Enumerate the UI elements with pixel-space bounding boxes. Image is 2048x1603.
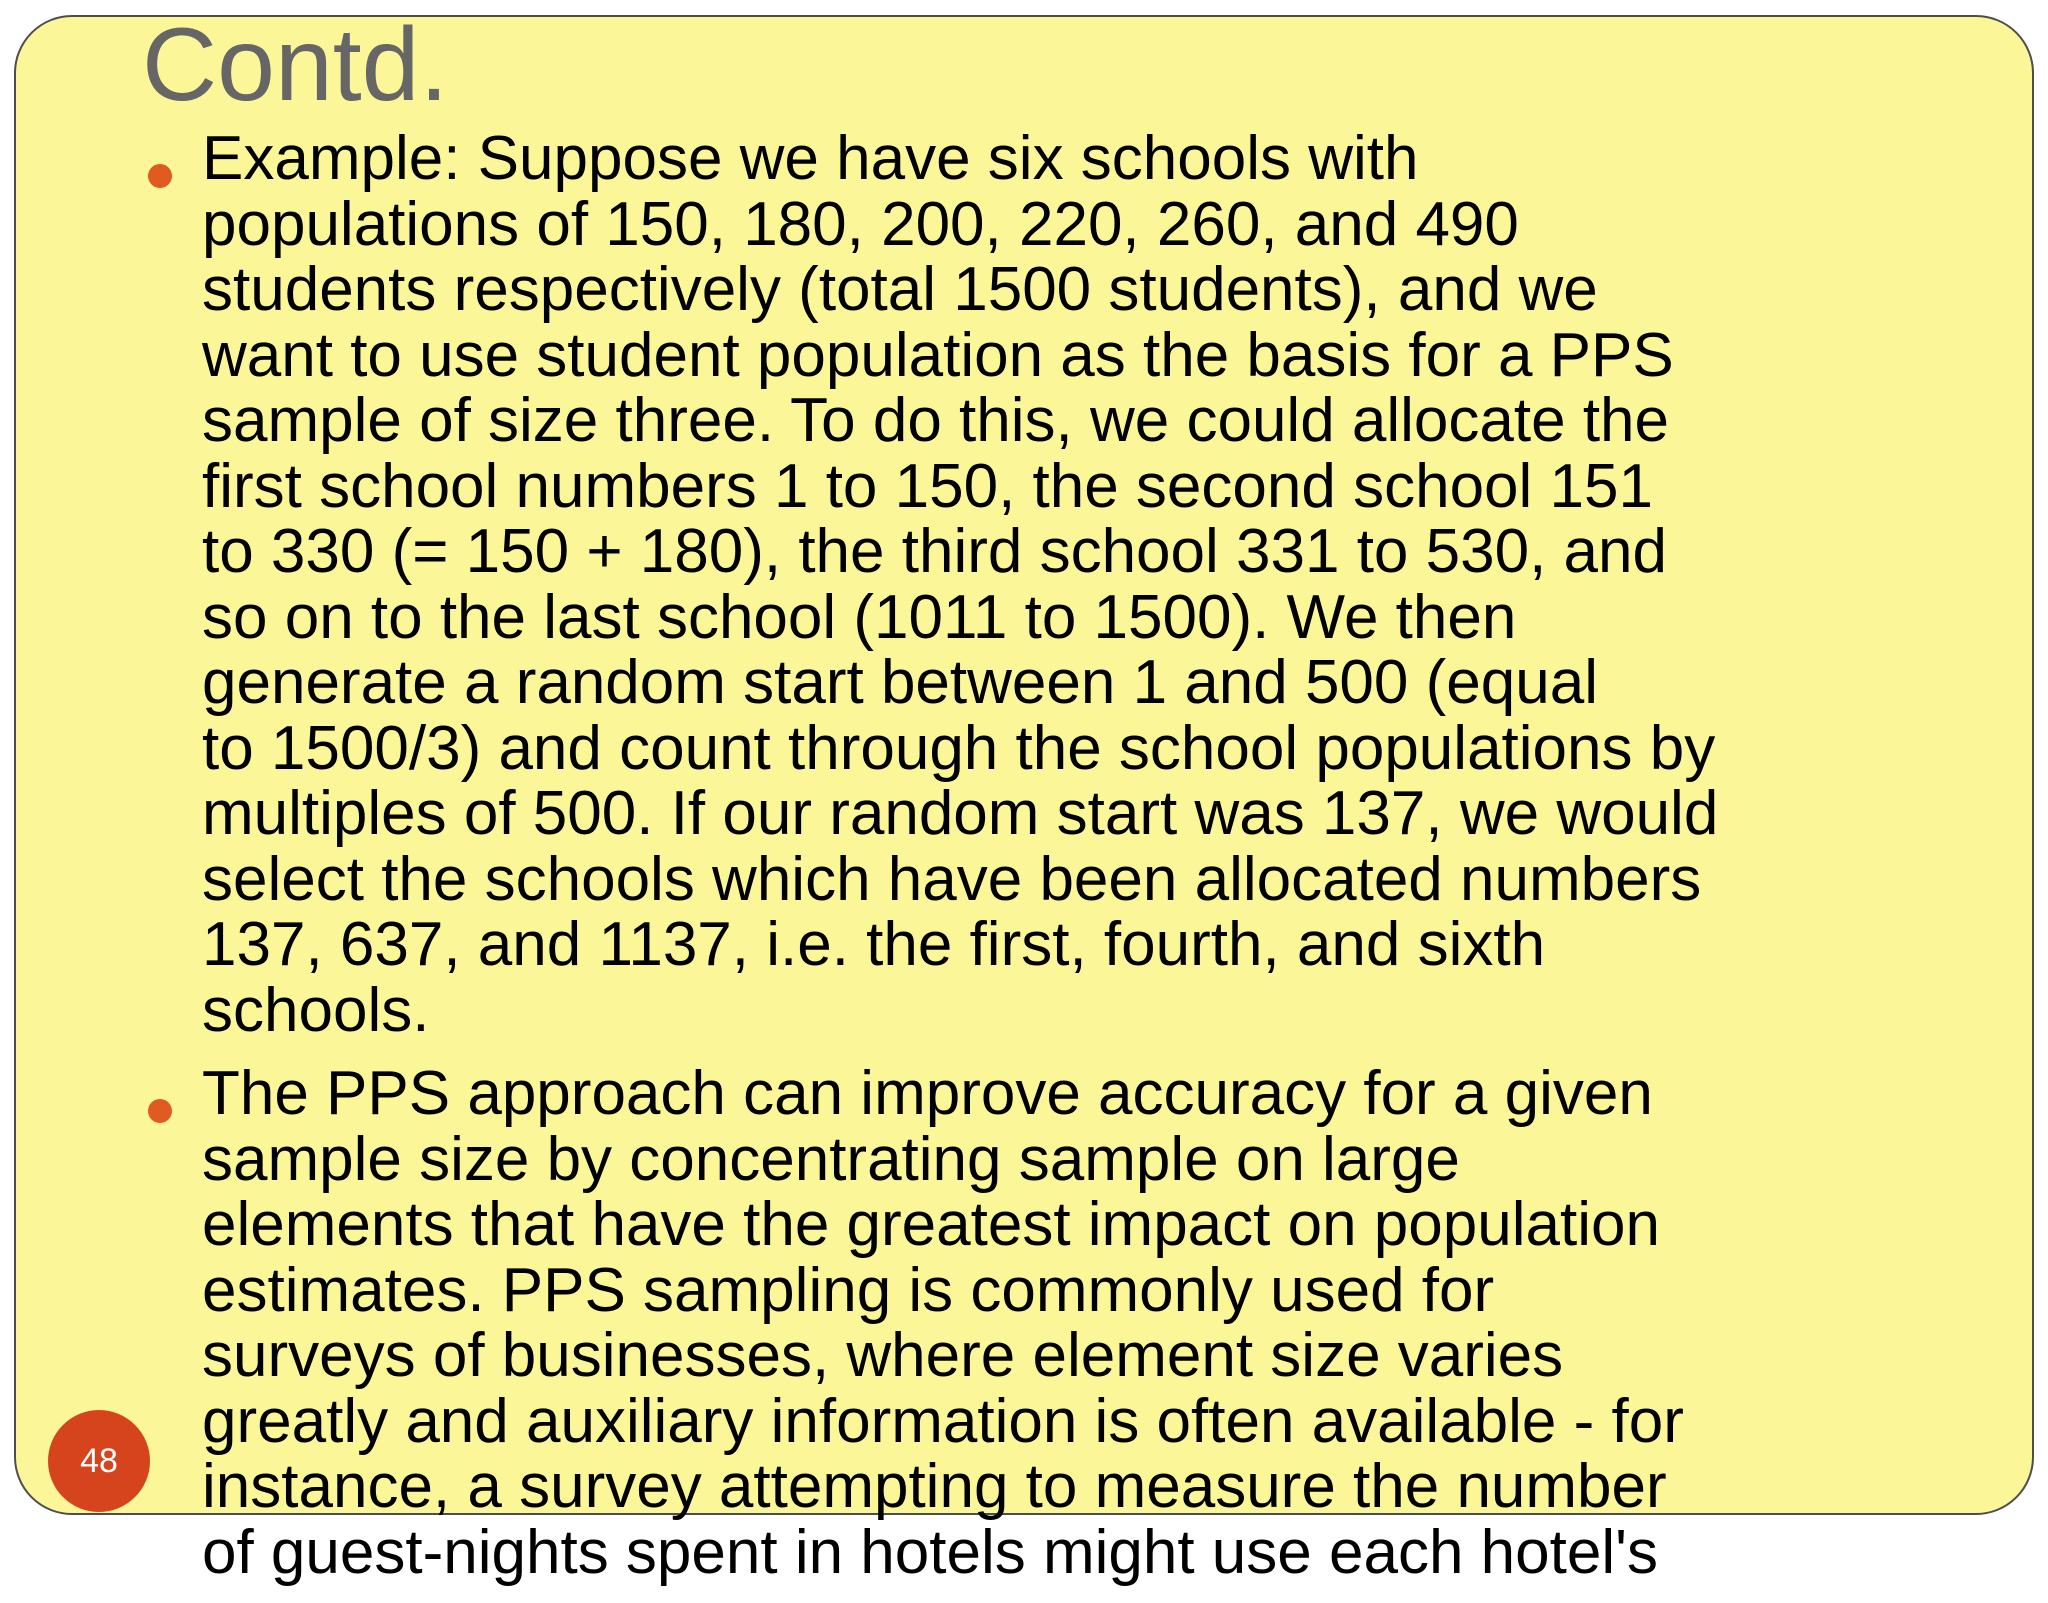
bullet-item — [16, 126, 2036, 1043]
bullet-line: multiples of 500. If our random start was 137, we would — [202, 779, 1719, 848]
bullet-line: schools. — [202, 975, 430, 1045]
bullet-line: to 1500/3) and count through the school populations by — [202, 713, 1716, 783]
bullet-line: estimates. PPS sampling is commonly used for — [202, 1255, 1495, 1325]
bullet-line: select the schools which have been allocated numbers — [202, 844, 1702, 914]
bullet-item — [16, 1061, 2036, 1585]
bullet-line: of guest-nights spent in hotels might use each hotel's — [202, 1517, 1658, 1587]
bullet-line: instance, a survey attempting to measure the number — [202, 1452, 1667, 1521]
bullet-line: so on to the last school (1011 to 1500). We then — [202, 582, 1517, 652]
slide — [14, 7, 2034, 1587]
bullet-line: surveys of businesses, where element size varies — [202, 1321, 1564, 1390]
bullet-line: 137, 637, and 1137, i.e. the first, fourth, and sixth — [202, 910, 1546, 979]
bullet-line: first school numbers 1 to 150, the second school 151 — [202, 451, 1653, 521]
slide-title: Contd. — [142, 7, 449, 123]
bullet-line: Example: Suppose we have six schools with — [202, 124, 1419, 193]
bullet-line: to 330 (= 150 + 180), the third school 331 to 530, and — [202, 517, 1667, 586]
bullet-list — [16, 126, 2036, 1603]
bullet-line: want to use student population as the basis for a PPS — [202, 320, 1674, 390]
bullet-line: populations of 150, 180, 200, 220, 260, and 490 — [202, 189, 1519, 259]
bullet-line: students respectively (total 1500 students), and we — [202, 255, 1598, 324]
bullet-line: greatly and auxiliary information is often available - for — [202, 1386, 1684, 1456]
bullet-line: generate a random start between 1 and 500 (equal — [202, 648, 1598, 717]
bullet-line: The PPS approach can improve accuracy for a given — [202, 1059, 1653, 1128]
bullet-line: sample size by concentrating sample on large — [202, 1124, 1460, 1194]
bullet-line: elements that have the greatest impact on population — [202, 1190, 1660, 1259]
bullet-dot-icon — [148, 1099, 172, 1123]
bullet-line: sample of size three. To do this, we could allocate the — [202, 386, 1670, 455]
slide-number-badge: 48 — [48, 1410, 150, 1512]
bullet-dot-icon — [148, 164, 172, 188]
